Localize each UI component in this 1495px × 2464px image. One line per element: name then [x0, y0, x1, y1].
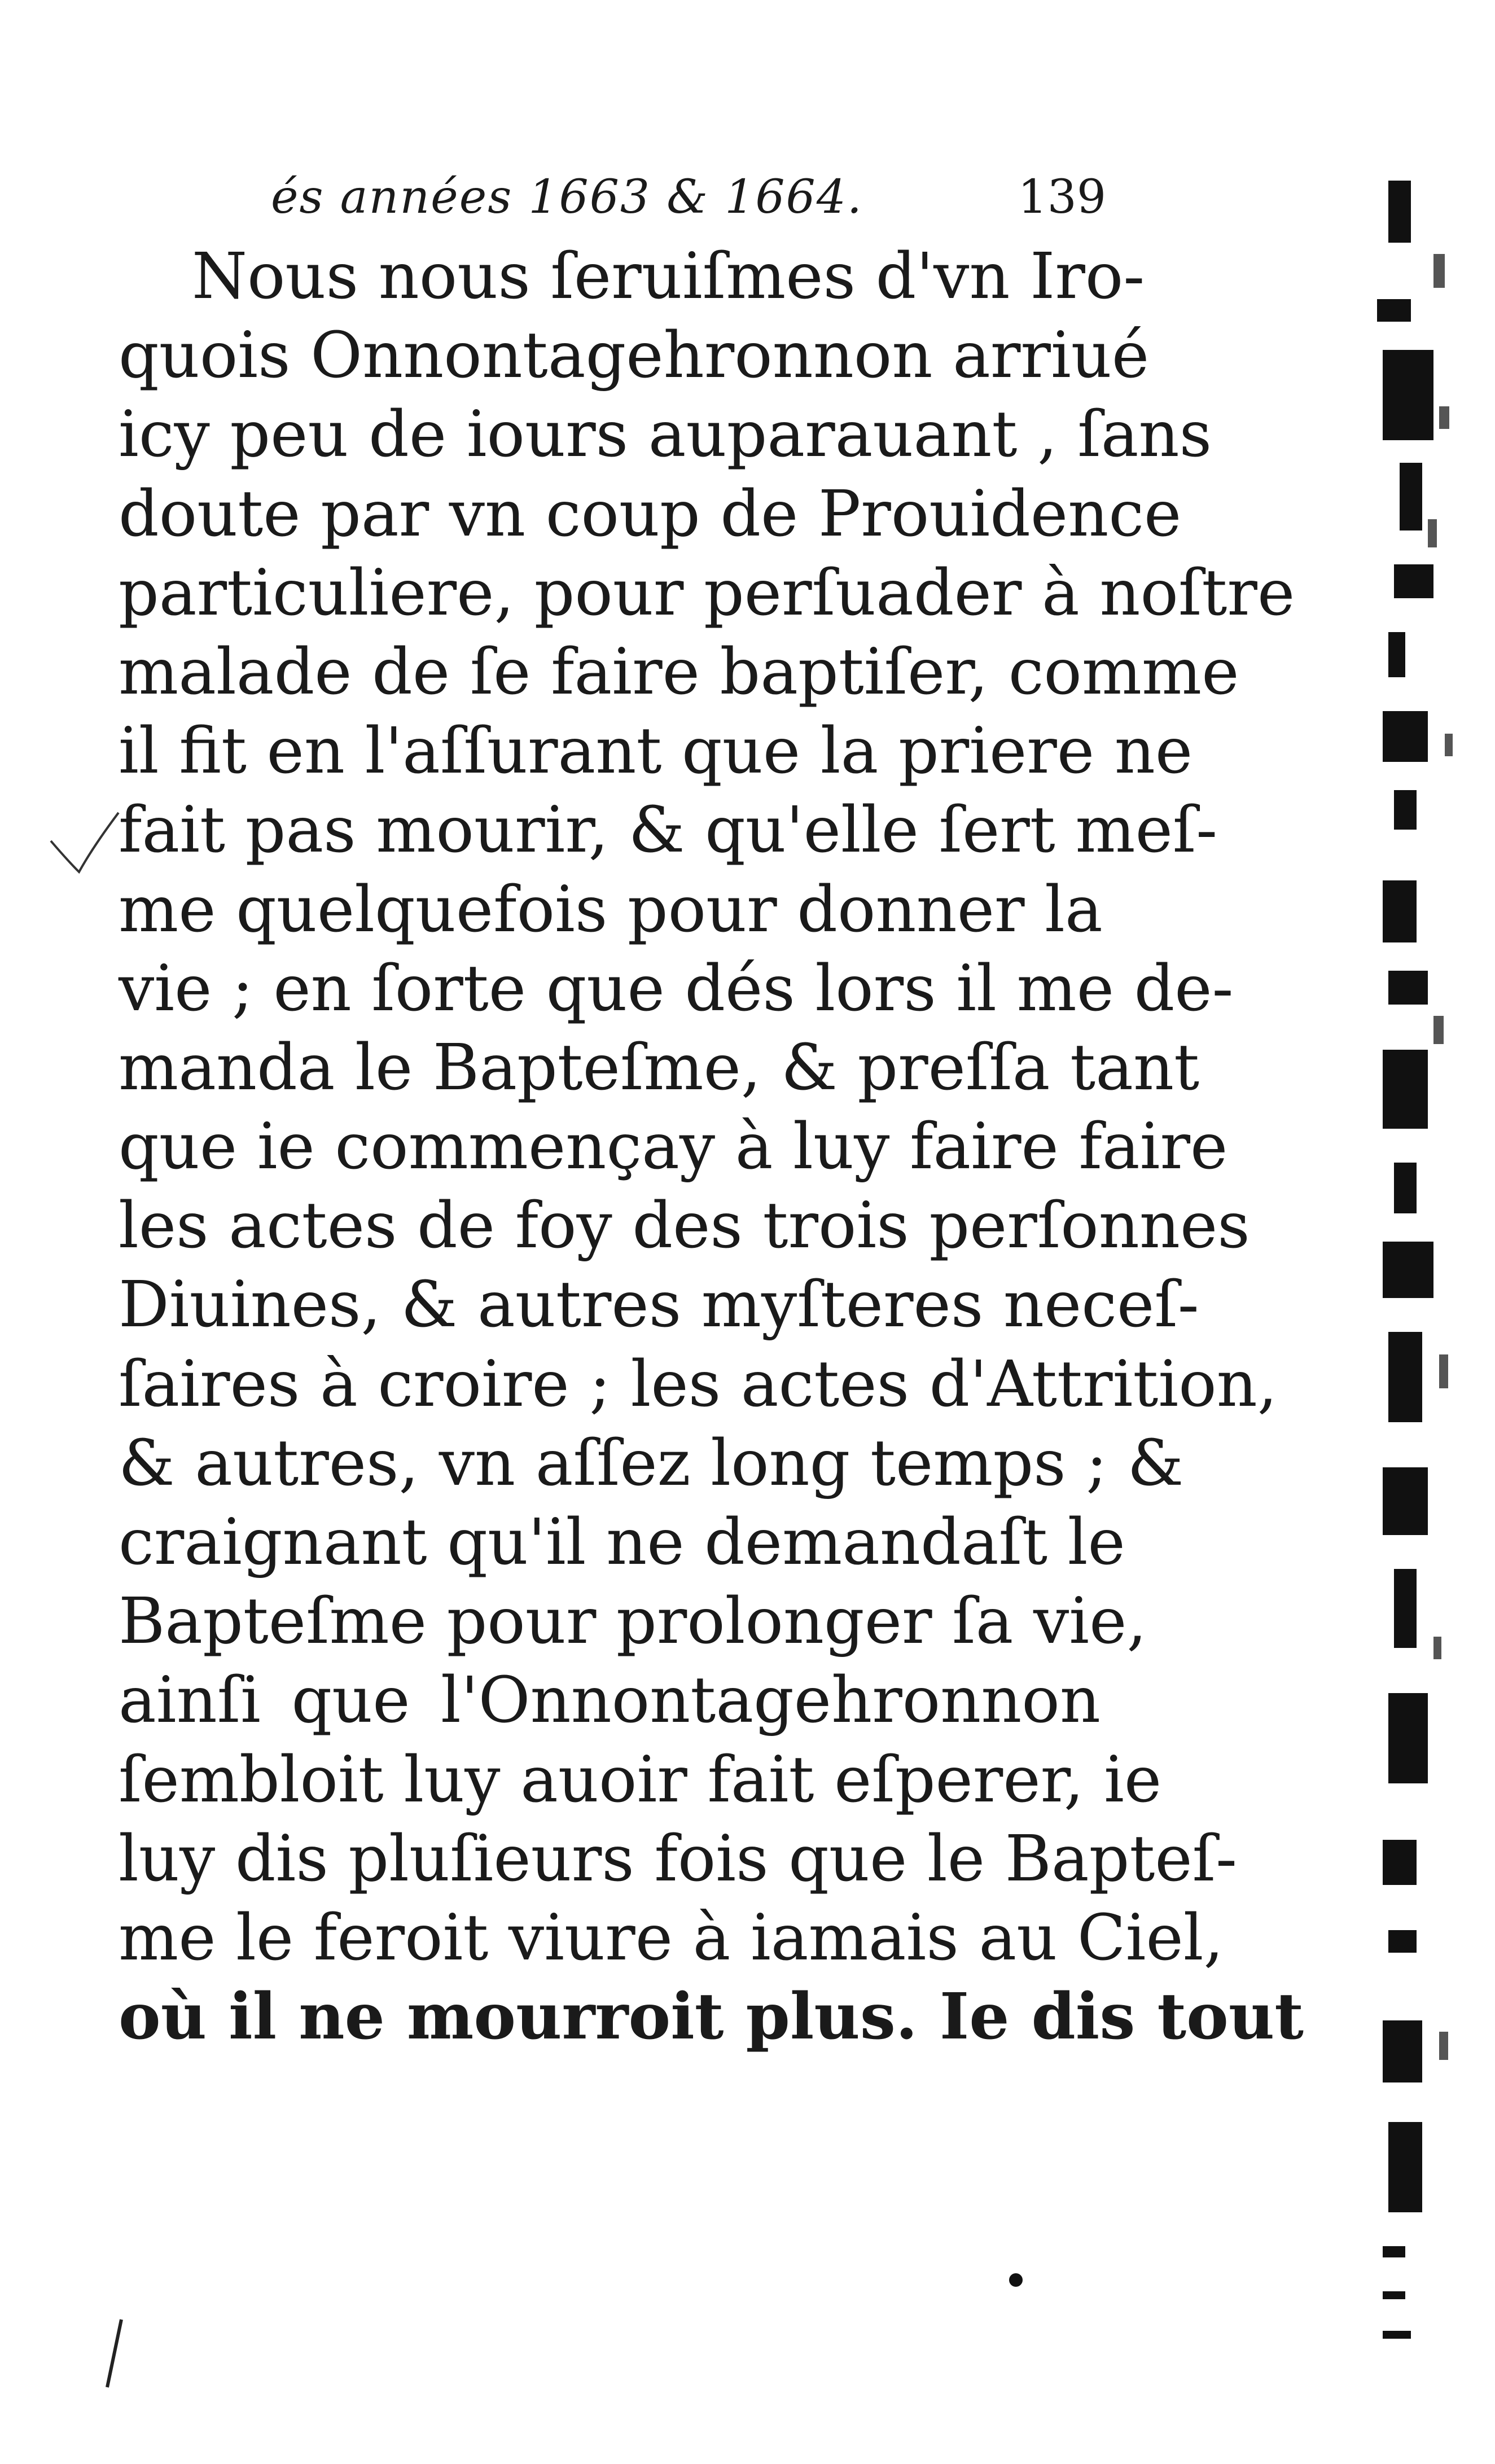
text-line: où il ne mourroit plus. Ie dis tout [119, 1980, 1304, 2054]
body-text [119, 237, 1304, 2057]
text-line: manda le Bapteſme, & preſſa tant [119, 1031, 1200, 1104]
text-line: luy dis pluſieurs fois que le Bapteſ- [119, 1822, 1237, 1896]
text-line: me le feroit viure à iamais au Ciel, [119, 1901, 1224, 1975]
margin-check-mark [45, 807, 124, 880]
text-line: fait pas mourir, & qu'elle ſert meſ- [119, 793, 1218, 867]
text-line: que ie commençay à luy faire faire [119, 1110, 1228, 1184]
binding-bleed-through [1366, 169, 1479, 2370]
ink-dot [1005, 2269, 1027, 2291]
text-line: Diuines, & autres myſteres neceſ- [119, 1268, 1199, 1342]
text-line: Nous nous ſeruiſmes d'vn Iro- [192, 240, 1145, 313]
text-line: Bapteſme pour prolonger ſa vie, [119, 1585, 1147, 1659]
margin-pen-stroke [99, 2314, 133, 2393]
text-line: quois Onnontagehronnon arriué [119, 319, 1150, 393]
text-line: ainſi que l'Onnontagehronnon [119, 1664, 1101, 1738]
running-head [271, 158, 1106, 237]
text-line: craignant qu'il ne demandaſt le [119, 1506, 1125, 1579]
text-line: ſembloit luy auoir fait eſperer, ie [119, 1743, 1162, 1817]
text-line: doute par vn coup de Prouidence [119, 477, 1182, 551]
text-line: ſaires à croire ; les actes d'Attrition, [119, 1347, 1278, 1421]
running-head-title: és années 1663 & 1664. [271, 170, 863, 224]
text-line: les actes de foy des trois perſonnes [119, 1189, 1250, 1263]
text-line: icy peu de iours auparauant , ſans [119, 398, 1212, 472]
text-line: malade de ſe faire baptiſer, comme [119, 635, 1239, 709]
text-line: particuliere, pour perſuader à noſtre [119, 556, 1295, 630]
text-line: il fit en l'aſſurant que la priere ne [119, 714, 1193, 788]
text-line: & autres, vn aſſez long temps ; & [119, 1426, 1184, 1500]
text-line: me quelquefois pour donner la [119, 873, 1103, 946]
text-line: vie ; en ſorte que dés lors il me de- [119, 952, 1234, 1025]
page-number: 139 [1018, 170, 1106, 224]
